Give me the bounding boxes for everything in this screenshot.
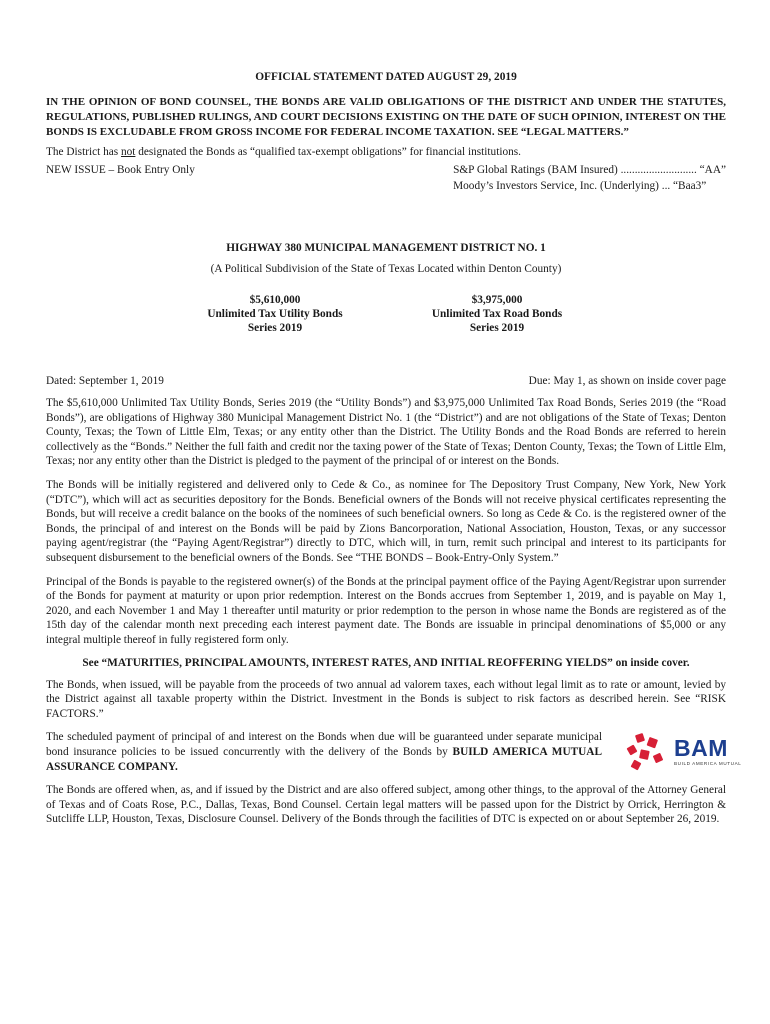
paragraph-offering: The Bonds are offered when, as, and if issued by the District and are also offered subject, among other things, to the approval of the Attorney General of Texas and of Coats Rose, P.C., Dallas, Texas, Bond Counsel. Certain legal matters will be passed upon for the District by Orrick, Herrington & Sutcliffe LLP, Houston, Texas, Disclosure Counsel. Delivery of the Bonds through the facilities of DTC is expected on or about September 26, 2019. xyxy=(46,784,726,826)
official-statement-page xyxy=(46,68,742,827)
bond-offering-road xyxy=(386,293,608,335)
bam-mark-block xyxy=(639,750,650,761)
bond-name: Unlimited Tax Utility Bonds xyxy=(207,308,343,320)
bam-tagline: BUILD AMERICA MUTUAL xyxy=(674,761,742,767)
bam-logo xyxy=(624,730,742,774)
bam-mark-block xyxy=(635,733,645,743)
bam-mark-block xyxy=(631,760,642,771)
bond-counsel-opinion: IN THE OPINION OF BOND COUNSEL, THE BONDS ARE VALID OBLIGATIONS OF THE DISTRICT AND UNDER THE STATUTES, REGULATIONS, PUBLISHED RULINGS, AND COURT DECISIONS EXISTING ON THE DATE OF SUCH OPINION, INTEREST ON THE BONDS IS EXCLUDABLE FROM GROSS INCOME FOR FEDERAL INCOME TAXATION. SEE “LEGAL MATTERS.” xyxy=(46,96,726,138)
new-issue-label: NEW ISSUE – Book Entry Only xyxy=(46,164,195,176)
paragraph-obligations: The $5,610,000 Unlimited Tax Utility Bonds, Series 2019 (the “Utility Bonds”) and $3,975,000 Unlimited Tax Road Bonds, Series 2019 (the “Road Bonds”), are obligations of Highway 380 Municipal Management District No. 1 (the “District”) and are not obligations of the State of Texas; Denton County, Texas; the Town of Little Elm, Texas; or any entity other than the District. The Utility Bonds and the Road Bonds are referred to herein collectively as the “Bonds.” Neither the full faith and credit nor the taxing power of the State of Texas; Denton County, Texas; the Town of Little Elm, Texas; nor any entity other than the District is pledged to the payment of the principal of or interest on the Bonds. xyxy=(46,397,726,468)
bam-mark-icon xyxy=(624,730,670,774)
designation-not: not xyxy=(120,146,136,158)
insurer-name: BUILD AMERICA MUTUAL ASSURANCE COMPANY. xyxy=(46,745,602,773)
bond-amount: $5,610,000 xyxy=(249,294,301,306)
insurance-row xyxy=(46,730,742,774)
bond-series: Series 2019 xyxy=(247,322,303,334)
bam-mark-block xyxy=(647,737,659,749)
rating-moodys: Moody’s Investors Service, Inc. (Underlying) ... “Baa3” xyxy=(453,179,707,192)
insurance-text: The scheduled payment of principal of and interest on the Bonds when due will be guaranteed under separate municipal bond insurance policies to be issued concurrently with the delivery of the Bonds by xyxy=(46,731,602,758)
bond-name: Unlimited Tax Road Bonds xyxy=(431,308,563,320)
rating-sp: S&P Global Ratings (BAM Insured) ........................... “AA” xyxy=(453,164,726,176)
designation-after: designated the Bonds as “qualified tax-exempt obligations” for financial institutions. xyxy=(135,146,521,158)
designation-before: The District has xyxy=(46,146,121,158)
statement-title: OFFICIAL STATEMENT DATED AUGUST 29, 2019 xyxy=(255,71,517,83)
bam-mark-block xyxy=(627,745,638,756)
bond-offerings xyxy=(46,293,726,335)
bam-mark-block xyxy=(653,753,664,764)
paragraph-insurance xyxy=(46,730,602,774)
bam-wordmark: BAM xyxy=(674,735,728,762)
dates-row xyxy=(46,375,726,387)
bond-amount: $3,975,000 xyxy=(471,294,523,306)
paragraph-payment: Principal of the Bonds is payable to the registered owner(s) of the Bonds at the principal payment office of the Paying Agent/Registrar upon surrender of the Bonds for payment at maturity or upon prior redemption. Interest on the Bonds accrues from September 1, 2019, and is payable on May 1, 2020, and each November 1 and May 1 thereafter until maturity or prior redemption to the person in whose name the Bonds are registered as of the 15th day of the calendar month next preceding each interest payment date. The Bonds are issuable in principal denominations of $5,000 or any integral multiple thereof in fully registered form only. xyxy=(46,575,726,646)
see-inside-cover: See “MATURITIES, PRINCIPAL AMOUNTS, INTEREST RATES, AND INITIAL REOFFERING YIELDS” on inside cover. xyxy=(82,656,690,669)
paragraph-taxes: The Bonds, when issued, will be payable from the proceeds of two annual ad valorem taxes, each without legal limit as to rate or amount, levied by the District against all taxable property within the District. Investment in the Bonds is subject to risk factors as described herein. See “RISK FACTORS.” xyxy=(46,678,726,720)
bond-offering-utility xyxy=(164,293,386,335)
due-date: Due: May 1, as shown on inside cover page xyxy=(528,375,726,387)
ratings-block xyxy=(453,163,726,194)
bond-series: Series 2019 xyxy=(469,322,525,334)
issue-ratings-row xyxy=(46,163,726,194)
paragraph-book-entry: The Bonds will be initially registered and delivered only to Cede & Co., as nominee for The Depository Trust Company, New York, New York (“DTC”), which will act as securities depository for the Bonds. Beneficial owners of the Bonds will not receive physical certificates representing the Bonds, but will receive a credit balance on the books of the nominees of such beneficial owners. So long as Cede & Co. is the registered owner of the Bonds, the principal of and interest on the Bonds will be paid by Zions Bancorporation, National Association, Houston, Texas, or any successor paying agent/registrar (the “Paying Agent/Registrar”) directly to DTC, which will, in turn, remit such principal and interest to its participants for subsequent disbursement to the beneficial owners of the Bonds. See “THE BONDS – Book-Entry-Only System.” xyxy=(46,478,726,564)
issuer-name: HIGHWAY 380 MUNICIPAL MANAGEMENT DISTRICT NO. 1 xyxy=(226,242,546,254)
tax-exempt-designation xyxy=(46,146,726,158)
issuer-subdivision: (A Political Subdivision of the State of Texas Located within Denton County) xyxy=(210,263,562,275)
dated-date: Dated: September 1, 2019 xyxy=(46,375,164,387)
